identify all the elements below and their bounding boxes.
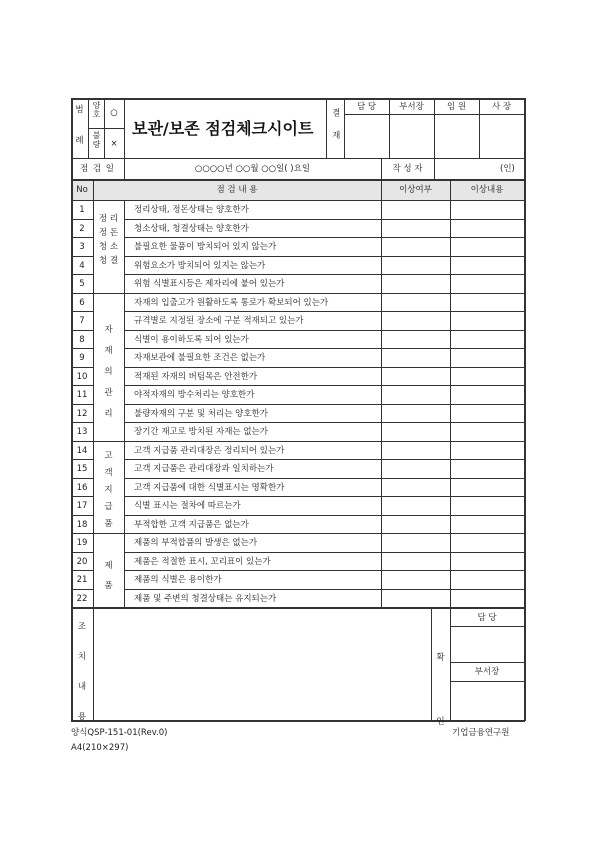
row-status-cell[interactable] xyxy=(382,571,449,588)
row-detail-cell[interactable] xyxy=(451,386,523,403)
row-status-cell[interactable] xyxy=(382,405,449,422)
row-detail-cell[interactable] xyxy=(451,331,523,348)
legend-good-label: 양호 xyxy=(92,101,101,119)
row-status-cell[interactable] xyxy=(382,423,449,440)
row-status-cell[interactable] xyxy=(382,553,449,570)
row-detail-cell[interactable] xyxy=(451,442,523,459)
row-status-cell[interactable] xyxy=(382,534,449,551)
row-status-cell[interactable] xyxy=(382,257,449,274)
approval-sign-manager[interactable] xyxy=(390,115,433,157)
form-code: 양식QSP-151-01(Rev.0) xyxy=(71,728,168,738)
row-status-cell[interactable] xyxy=(382,275,449,292)
approval-role-executive: 임 원 xyxy=(446,102,467,112)
author-label: 작 성 자 xyxy=(392,164,423,174)
row-detail-cell[interactable] xyxy=(451,220,523,237)
date-label: 점 검 일 xyxy=(79,164,116,174)
row-detail-cell[interactable] xyxy=(451,516,523,533)
row-status-cell[interactable] xyxy=(382,312,449,329)
row-number: 1 xyxy=(79,205,85,215)
author-field[interactable] xyxy=(435,159,495,179)
row-number: 21 xyxy=(76,575,88,585)
page-title: 보관/보존 점검체크시이트 xyxy=(132,119,314,138)
approval-role-president: 사 장 xyxy=(491,102,512,112)
row-check-item: 부적합한 고객 지급품은 없는가 xyxy=(134,519,249,530)
row-status-cell[interactable] xyxy=(382,460,449,477)
row-check-item: 위험 식별표시등은 제자리에 붙어 있는가 xyxy=(134,279,285,289)
legend-bad-symbol: × xyxy=(110,139,118,149)
row-number: 6 xyxy=(79,297,85,308)
row-check-item: 식별이 용이하도록 되어 있는가 xyxy=(134,334,249,345)
row-check-item: 제품의 부적합품의 발생은 없는가 xyxy=(134,538,258,548)
confirm-sign-manager[interactable] xyxy=(451,682,523,719)
row-check-item: 고객 지급품은 관리대장과 일치하는가 xyxy=(134,464,274,474)
row-status-cell[interactable] xyxy=(382,497,449,514)
row-number: 5 xyxy=(79,279,85,289)
row-check-item: 식별 표시는 절차에 따르는가 xyxy=(134,501,241,511)
row-check-item: 제품의 식별은 용이한가 xyxy=(134,575,222,585)
legend-good-symbol: ○ xyxy=(110,108,118,118)
row-detail-cell[interactable] xyxy=(451,553,523,570)
row-detail-cell[interactable] xyxy=(451,460,523,477)
row-detail-cell[interactable] xyxy=(451,312,523,329)
row-detail-cell[interactable] xyxy=(451,294,523,311)
row-number: 20 xyxy=(76,556,88,567)
approval-role-manager: 부서장 xyxy=(399,102,424,112)
date-field[interactable]: ○○○○년 ○○월 ○○일( )요일 xyxy=(194,164,311,174)
legend-title: 범 례 xyxy=(75,105,84,146)
row-number: 11 xyxy=(76,390,88,400)
row-number: 16 xyxy=(76,482,88,493)
row-status-cell[interactable] xyxy=(382,294,449,311)
row-number: 3 xyxy=(79,242,85,252)
group-label-arrangement: 정 리 정 돈 청 소 청 결 xyxy=(98,214,119,266)
row-detail-cell[interactable] xyxy=(451,238,523,255)
action-content-field[interactable] xyxy=(94,610,430,719)
row-number: 17 xyxy=(76,501,88,511)
row-status-cell[interactable] xyxy=(382,331,449,348)
row-status-cell[interactable] xyxy=(382,479,449,496)
row-status-cell[interactable] xyxy=(382,201,449,218)
row-detail-cell[interactable] xyxy=(451,423,523,440)
row-check-item: 야적자재의 방수처리는 양호한가 xyxy=(134,390,255,400)
row-check-item: 제품은 적절한 표시, 꼬리표이 있는가 xyxy=(134,556,271,567)
row-check-item: 불량자재의 구분 및 처리는 양호한가 xyxy=(134,408,268,419)
row-number: 8 xyxy=(79,334,85,345)
column-header-detail: 이상내용 xyxy=(470,185,504,195)
row-number: 15 xyxy=(76,464,88,474)
row-check-item: 고객 지급품 관리대장은 정리되어 있는가 xyxy=(134,445,285,456)
row-status-cell[interactable] xyxy=(382,590,449,607)
column-header-no: No xyxy=(76,185,88,195)
row-check-item: 자재보관에 불필요한 조건은 없는가 xyxy=(134,353,266,363)
paper-size: A4(210×297) xyxy=(71,743,129,753)
action-label: 조 치 내 용 xyxy=(77,622,87,722)
row-status-cell[interactable] xyxy=(382,349,449,366)
row-status-cell[interactable] xyxy=(382,368,449,385)
row-number: 4 xyxy=(79,260,85,271)
row-check-item: 청소상태, 청결상태는 양호한가 xyxy=(134,223,249,234)
approval-label: 결재 xyxy=(330,108,341,153)
row-number: 7 xyxy=(79,316,85,326)
row-detail-cell[interactable] xyxy=(451,275,523,292)
row-check-item: 고객 지급품에 대한 식별표시는 명확한가 xyxy=(134,482,285,493)
row-number: 19 xyxy=(76,538,88,548)
row-status-cell[interactable] xyxy=(382,238,449,255)
row-check-item: 불필요한 물품이 방치되어 있지 않는가 xyxy=(134,242,277,252)
row-detail-cell[interactable] xyxy=(451,368,523,385)
row-detail-cell[interactable] xyxy=(451,405,523,422)
confirm-role-manager: 부서장 xyxy=(474,667,500,677)
approval-sign-president[interactable] xyxy=(480,115,523,157)
group-label-customer-supply: 고 객 지 급 품 xyxy=(104,451,113,529)
row-detail-cell[interactable] xyxy=(451,534,523,551)
row-status-cell[interactable] xyxy=(382,220,449,237)
column-header-status: 이상여부 xyxy=(399,185,432,195)
approval-sign-executive[interactable] xyxy=(435,115,478,157)
row-number: 18 xyxy=(76,519,88,530)
row-number: 22 xyxy=(76,593,88,604)
row-detail-cell[interactable] xyxy=(451,257,523,274)
row-number: 12 xyxy=(76,408,88,419)
row-status-cell[interactable] xyxy=(382,442,449,459)
row-number: 14 xyxy=(76,445,88,456)
row-number: 13 xyxy=(76,427,88,437)
approval-sign-staff[interactable] xyxy=(345,115,388,157)
approval-role-staff: 담 당 xyxy=(356,102,377,112)
group-label-product: 제 품 xyxy=(104,561,113,591)
row-status-cell[interactable] xyxy=(382,386,449,403)
row-status-cell[interactable] xyxy=(382,516,449,533)
row-check-item: 적재된 자재의 버팀목은 안전한가 xyxy=(134,371,258,382)
row-check-item: 위험요소가 방치되어 있지는 않는가 xyxy=(134,260,266,271)
row-detail-cell[interactable] xyxy=(451,201,523,218)
row-number: 9 xyxy=(79,353,85,363)
organization-name: 기업금융연구원 xyxy=(452,728,510,738)
confirm-sign-staff[interactable] xyxy=(451,627,523,661)
row-detail-cell[interactable] xyxy=(451,590,523,607)
row-detail-cell[interactable] xyxy=(451,571,523,588)
row-check-item: 자재의 입출고가 원활하도록 통로가 확보되어 있는가 xyxy=(134,297,329,308)
row-check-item: 정리상태, 정돈상태는 양호한가 xyxy=(134,205,249,215)
row-detail-cell[interactable] xyxy=(451,479,523,496)
group-label-material: 자 재 의 관 리 xyxy=(104,325,113,419)
confirm-role-staff: 담 당 xyxy=(477,613,497,623)
row-check-item: 규격별로 지정된 장소에 구분 적재되고 있는가 xyxy=(134,316,304,326)
row-check-item: 제품 및 주변의 청결상태는 유지되는가 xyxy=(134,593,277,604)
row-detail-cell[interactable] xyxy=(451,497,523,514)
legend-bad-label: 불량 xyxy=(92,131,101,149)
row-number: 2 xyxy=(79,223,85,234)
column-header-content: 점 검 내 용 xyxy=(216,185,258,195)
row-number: 10 xyxy=(76,371,88,382)
seal-mark: (인) xyxy=(500,164,515,174)
row-detail-cell[interactable] xyxy=(451,349,523,366)
confirm-label: 확 인 xyxy=(436,653,445,727)
row-check-item: 장기간 재고로 방치된 자재는 없는가 xyxy=(134,427,268,437)
